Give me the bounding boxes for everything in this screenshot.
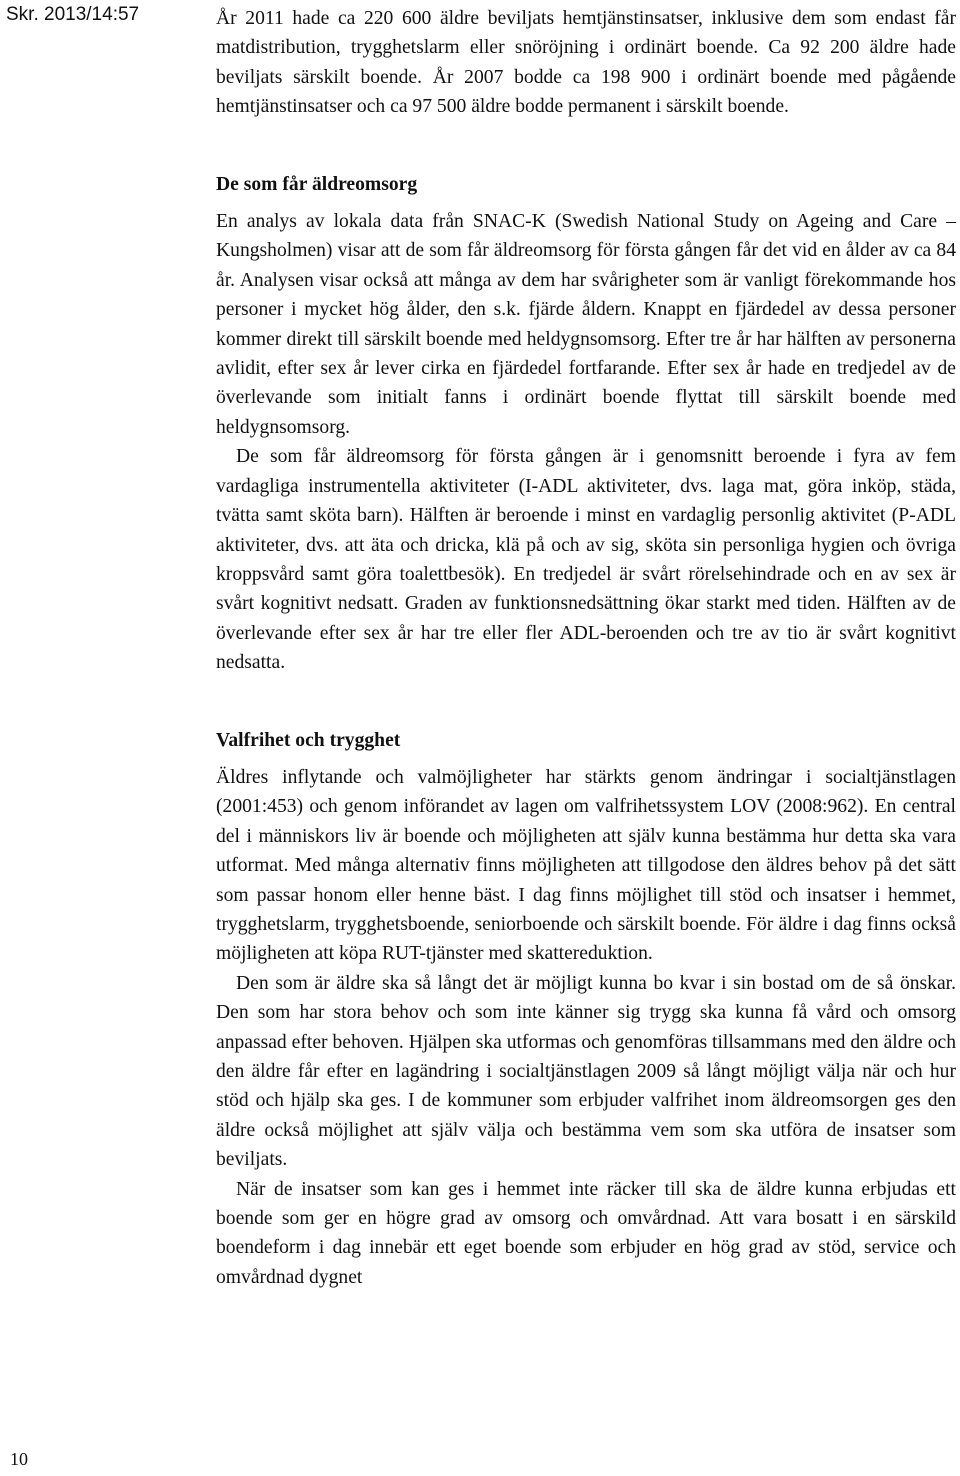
paragraph: När de insatser som kan ges i hemmet inte räcker till ska de äldre kunna erbjudas ett boende som ger en högre grad av omsorg och omvårdnad. Att vara bosatt i en särskild boendeform i dag innebär ett eget boende som erbjuder en hög grad av stöd, service och omvårdnad dygnet [216, 1178, 956, 1288]
section-heading-aldreomsorg: De som får äldreomsorg [216, 173, 418, 195]
paragraph: Den som är äldre ska så långt det är möjligt kunna bo kvar i sin bostad om de så önskar. Den som har stora behov och som inte känner sig trygg ska kunna få vård och omsorg anpassad efter behoven. Hjälpen ska utformas och genomföras tillsammans med den äldre och den äldre får efter en lagändring i socialtjänstlagen 2009 så långt möjligt välja när och hur stöd och hjälp ska ges. I de kommuner som erbjuder valfrihet inom äldreomsorgen ges den äldre också möjlighet att själv välja och bestämma vem som ska utföra de insatser som beviljats. [216, 972, 956, 1171]
paragraph: De som får äldreomsorg för första gången är i genomsnitt beroende i fyra av fem vardagliga instrumentella aktiviteter (I-ADL aktiviteter, dvs. laga mat, göra inköp, städa, tvätta samt sköta barn). Hälften är beroende i minst en vardaglig personlig aktivitet (P-ADL aktiviteter, dvs. att äta och dricka, klä på och av sig, sköta sin personliga hygien och övriga kroppsvård samt göra toalettbesök). En tredjedel är svårt rörelsehindrade och en av sex är svårt kognitivt nedsatt. Graden av funktionsnedsättning ökar starkt med tiden. Hälften av de överlevande efter sex år har tre eller fler ADL-beroenden och tre av tio är svårt kognitivt nedsatta. [216, 446, 956, 674]
body-text [216, 4, 956, 1292]
page-number: 10 [10, 1449, 28, 1469]
intro-paragraph: År 2011 hade ca 220 600 äldre beviljats hemtjänstinsatser, inklusive dem som endast får matdistribution, trygghetslarm eller snöröjning i ordinärt boende. Ca 92 200 äldre hade beviljats särskilt boende. År 2007 bodde ca 198 900 i ordinärt boende med pågående hemtjänstinsatser och ca 97 500 äldre bodde permanent i särskilt boende. [216, 8, 956, 118]
paragraph: En analys av lokala data från SNAC-K (Swedish National Study on Ageing and Care – Kungsholmen) visar att de som får äldreomsorg för första gången får det vid en ålder av ca 84 år. Analysen visar också att många av dem har svårigheter som är vanligt förekommande hos personer i mycket hög ålder, den s.k. fjärde åldern. Knappt en fjärdedel av dessa personer kommer direkt till särskilt boende med heldygnsomsorg. Efter tre år har hälften av personerna avlidit, efter sex år lever cirka en fjärdedel fortfarande. Efter sex år hade en tredjedel av de överlevande som initialt fanns i ordinärt boende flyttat till särskilt boende med heldygnsomsorg. [216, 211, 956, 438]
section-heading-valfrihet: Valfrihet och trygghet [216, 729, 401, 751]
document-reference: Skr. 2013/14:57 [6, 4, 140, 25]
paragraph: Äldres inflytande och valmöjligheter har stärkts genom ändringar i socialtjänstlagen (2001:453) och genom införandet av lagen om valfrihetssystem LOV (2008:962). En central del i människors liv är boende och möjligheten att själv kunna bestämma hur detta ska vara utformat. Med många alternativ finns möjligheten att tillgodose den äldres behov på det sätt som passar honom eller henne bäst. I dag finns möjlighet till stöd och insatser i hemmet, trygghetslarm, trygghetsboende, seniorboende och särskilt boende. För äldre i dag finns också möjligheten att köpa RUT-tjänster med skattereduktion. [216, 766, 956, 965]
